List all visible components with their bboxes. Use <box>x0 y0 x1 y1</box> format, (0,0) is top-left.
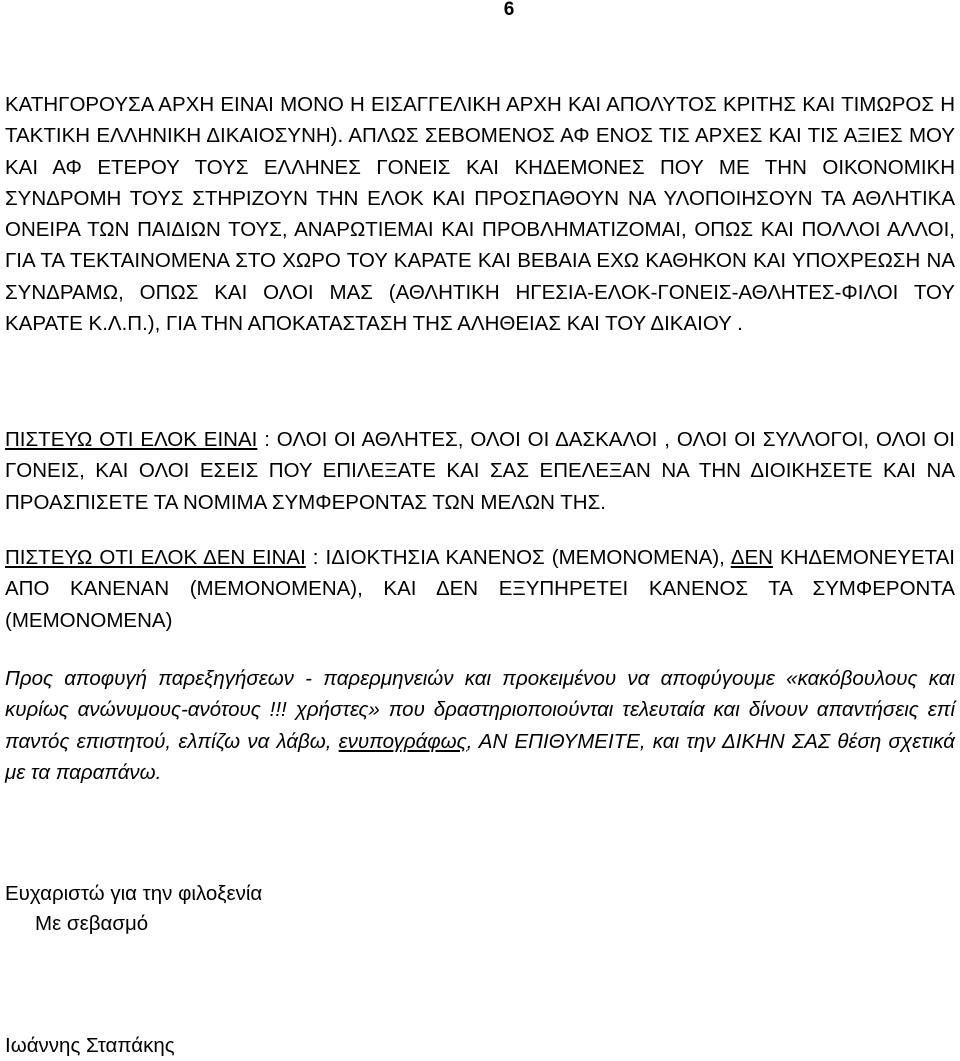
paragraph-elok-is <box>5 424 955 518</box>
paragraph-elok-is-rest: : ΟΛΟΙ ΟΙ ΑΘΛΗΤΕΣ, ΟΛΟΙ ΟΙ ΔΑΣΚΑΛΟΙ , ΟΛΟΙ ΟΙ ΣΥΛΛΟΓΟΙ, ΟΛΟΙ ΟΙ ΓΟΝΕΙΣ, ΚΑΙ ΟΛΟΙ ΕΣΕΙΣ ΠΟΥ ΕΠΙΛΕΞΑΤΕ ΚΑΙ ΣΑΣ ΕΠΕΛΕΞΑΝ ΝΑ ΤΗΝ ΔΙΟΙΚΗΣΕΤΕ ΚΑΙ ΝΑ ΠΡΟΑΣΠΙΣΕΤΕ ΤΑ ΝΟΜΙΜΑ ΣΥΜΦΕΡΟΝΤΑΣ ΤΩΝ ΜΕΛΩΝ ΤΗΣ. <box>5 428 955 514</box>
paragraph-request-part1: Προς αποφυγή παρεξηγήσεων - παρερμηνειών και προκειμένου να αποφύγουμε «κακόβουλους και κυρίως ανώνυμους-ανότους !!! χρήστες» που δραστηριοποιούνται τελευταία και δίνουν απαντήσεις επί παντός επιστητού, ελπίζω να λάβω, <box>5 667 955 753</box>
paragraph-request-part2: , ΑΝ ΕΠΙΘΥΜΕΙΤΕ, και την ΔΙΚΗΝ ΣΑΣ θέση σχετικά με τα παραπάνω. <box>5 729 955 784</box>
paragraph-elok-is-not-part1: : ΙΔΙΟΚΤΗΣΙΑ ΚΑΝΕΝΟΣ (ΜΕΜΟΝΟΜΕΝΑ), <box>305 546 731 569</box>
signature-name: Ιωάννης Σταπάκης <box>5 1034 175 1057</box>
paragraph-elok-is-not-emphasis: ΔΕΝ <box>730 546 773 569</box>
paragraph-authority: ΚΑΤΗΓΟΡΟΥΣΑ ΑΡΧΗ ΕΙΝΑΙ ΜΟΝΟ Η ΕΙΣΑΓΓΕΛΙΚΗ ΑΡΧΗ ΚΑΙ ΑΠΟΛΥΤΟΣ ΚΡΙΤΗΣ ΚΑΙ ΤΙΜΩΡΟΣ Η ΤΑΚΤΙΚΗ ΕΛΛΗΝΙΚΗ ΔΙΚΑΙΟΣΥΝΗ). ΑΠΛΩΣ ΣΕΒΟΜΕΝΟΣ ΑΦ ΕΝΟΣ ΤΙΣ ΑΡΧΕΣ ΚΑΙ ΤΙΣ ΑΞΙΕΣ ΜΟΥ ΚΑΙ ΑΦ ΕΤΕΡΟΥ ΤΟΥΣ ΕΛΛΗΝΕΣ ΓΟΝΕΙΣ ΚΑΙ ΚΗΔΕΜΟΝΕΣ ΠΟΥ ΜΕ ΤΗΝ ΟΙΚΟΝΟΜΙΚΗ ΣΥΝΔΡΟΜΗ ΤΟΥΣ ΣΤΗΡΙΖΟΥΝ ΤΗΝ ΕΛΟΚ ΚΑΙ ΠΡΟΣΠΑΘΟΥΝ ΝΑ ΥΛΟΠΟΙΗΣΟΥΝ ΤΑ ΑΘΛΗΤΙΚΑ ΟΝΕΙΡΑ ΤΩΝ ΠΑΙΔΙΩΝ ΤΟΥΣ, ΑΝΑΡΩΤΙΕΜΑΙ ΚΑΙ ΠΡΟΒΛΗΜΑΤΙΖΟΜΑΙ, ΟΠΩΣ ΚΑΙ ΠΟΛΛΟΙ ΑΛΛΟΙ, ΓΙΑ ΤΑ ΤΕΚΤΑΙΝΟΜΕΝΑ ΣΤΟ ΧΩΡΟ ΤΟΥ ΚΑΡΑΤΕ ΚΑΙ ΒΕΒΑΙΑ ΕΧΩ ΚΑΘΗΚΟΝ ΚΑΙ ΥΠΟΧΡΕΩΣΗ ΝΑ ΣΥΝΔΡΑΜΩ, ΟΠΩΣ ΚΑΙ ΟΛΟΙ ΜΑΣ (ΑΘΛΗΤΙΚΗ ΗΓΕΣΙΑ-ΕΛΟΚ-ΓΟΝΕΙΣ-ΑΘΛΗΤΕΣ-ΦΙΛΟΙ ΤΟΥ ΚΑΡΑΤΕ Κ.Λ.Π.), ΓΙΑ ΤΗΝ ΑΠΟΚΑΤΑΣΤΑΣΗ ΤΗΣ ΑΛΗΘΕΙΑΣ ΚΑΙ ΤΟΥ ΔΙΚΑΙΟΥ . <box>5 93 955 336</box>
paragraph-elok-is-lead: ΠΙΣΤΕΥΩ ΟΤΙ ΕΛΟΚ ΕΙΝΑΙ <box>5 428 258 451</box>
paragraph-request-underlined: ενυπογράφως <box>338 729 467 753</box>
page-number: 6 <box>503 0 515 20</box>
paragraph-elok-is-not-lead: ΠΙΣΤΕΥΩ ΟΤΙ ΕΛΟΚ ΔΕΝ ΕΙΝΑΙ <box>5 546 306 569</box>
paragraph-elok-is-not <box>5 542 955 636</box>
closing-respect: Με σεβασμό <box>35 912 149 935</box>
closing-thanks: Ευχαριστώ για την φιλοξενία <box>5 882 263 905</box>
paragraph-request <box>5 663 955 788</box>
paragraph-elok-is-not-part2: ΚΗΔΕΜΟΝΕΥΕΤΑΙ ΑΠΟ ΚΑΝΕΝΑΝ (ΜΕΜΟΝΟΜΕΝΑ), ΚΑΙ ΔΕΝ ΕΞΥΠΗΡΕΤΕΙ ΚΑΝΕΝΟΣ ΤΑ ΣΥΜΦΕΡΟΝΤΑ (ΜΕΜΟΝΟΜΕΝΑ) <box>5 546 956 632</box>
